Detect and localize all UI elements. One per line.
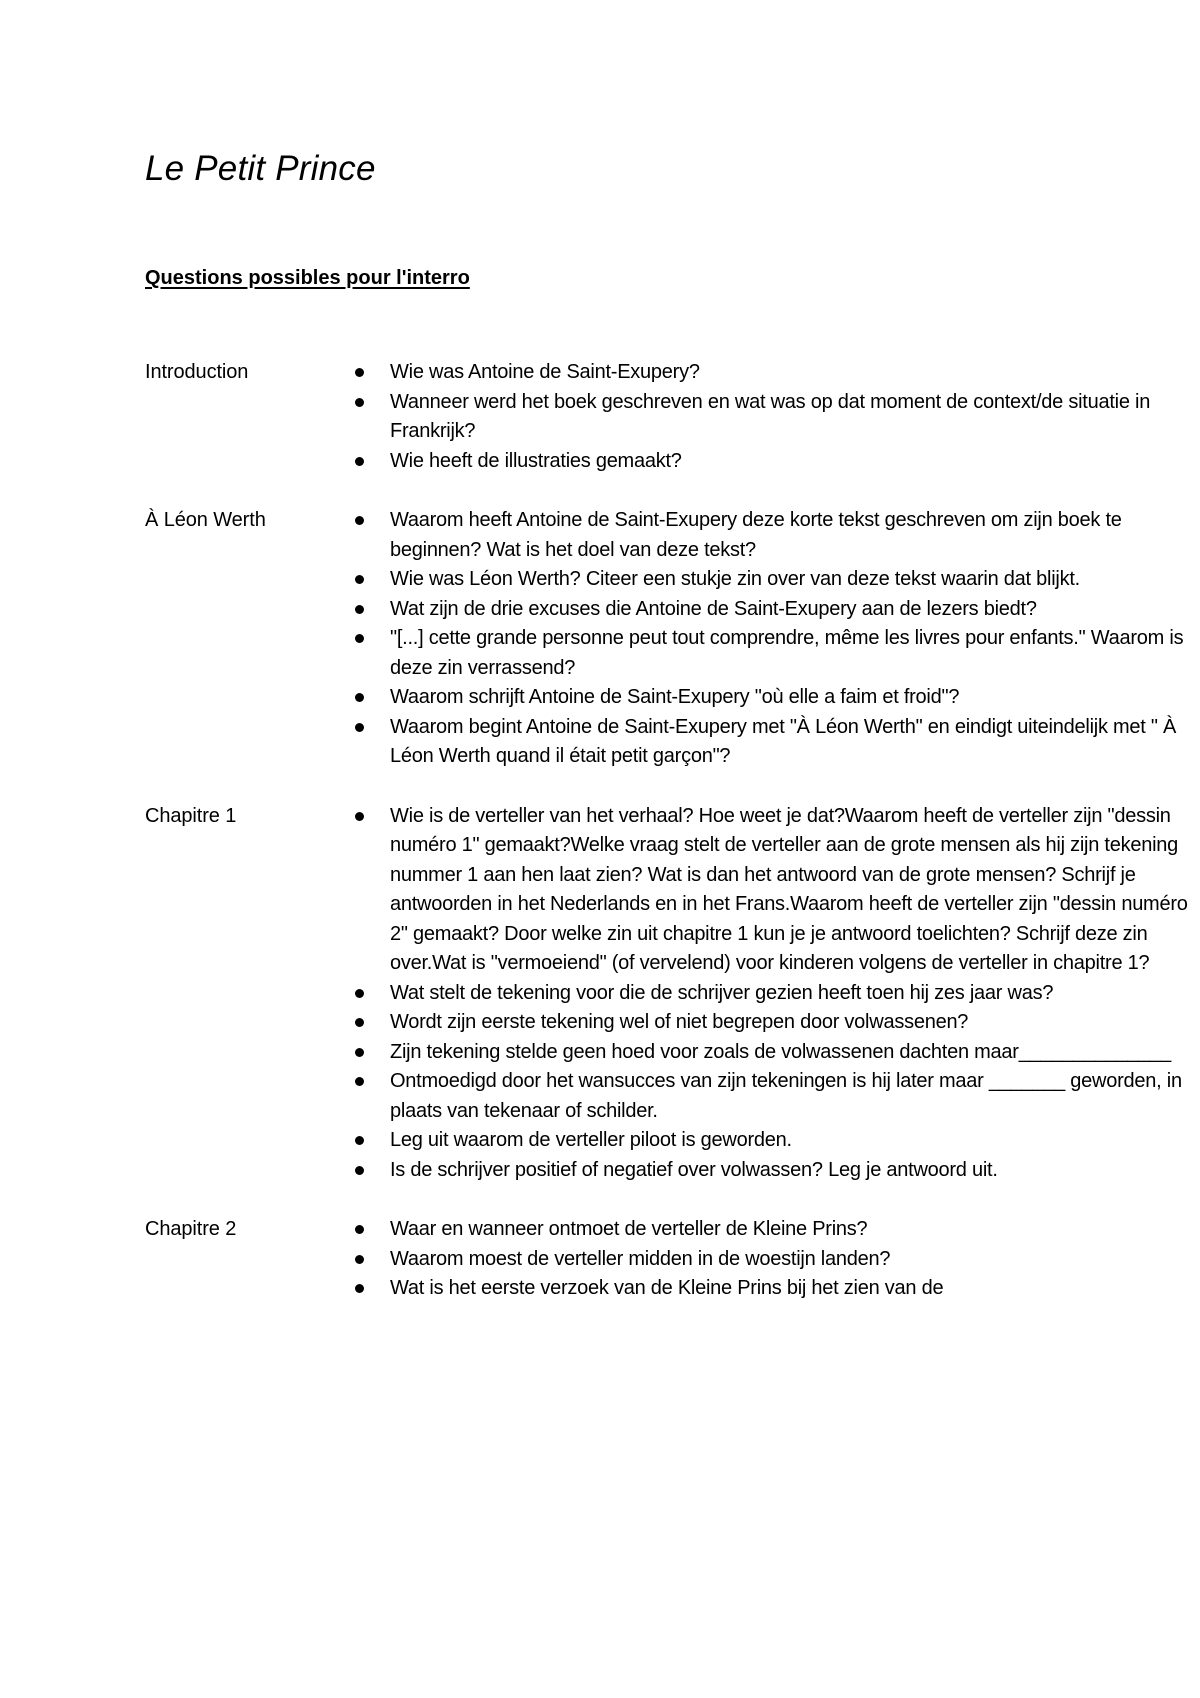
question-list bbox=[390, 802, 1200, 1186]
document-subtitle: Questions possibles pour l'interro bbox=[145, 267, 470, 289]
section-label: Introduction bbox=[145, 361, 249, 383]
question-text: "[...] cette grande personne peut tout comprendre, même les livres pour enfants." Waarom is deze zin verrassend? bbox=[390, 627, 1184, 679]
question-text: Waar en wanneer ontmoet de verteller de Kleine Prins? bbox=[390, 1218, 868, 1240]
question-sections bbox=[145, 358, 1188, 1334]
list-item bbox=[390, 565, 1200, 595]
document-title: Le Petit Prince bbox=[145, 149, 376, 188]
bullet-icon bbox=[355, 723, 364, 732]
question-text: Wie heeft de illustraties gemaakt? bbox=[390, 449, 682, 472]
bullet-icon bbox=[355, 368, 364, 377]
question-text: Ontmoedigd door het wansucces van zijn tekeningen is hij later maar _______ geworden, in plaats van tekenaar of schilder. bbox=[390, 1070, 1182, 1122]
question-text: Waarom begint Antoine de Saint-Exupery met "À Léon Werth" en eindigt uiteindelijk met " À Léon Werth quand il était petit garçon"? bbox=[390, 715, 1177, 767]
question-text: Leg uit waarom de verteller piloot is geworden. bbox=[390, 1129, 792, 1151]
list-item bbox=[390, 447, 1200, 477]
bullet-icon bbox=[355, 575, 364, 584]
question-section bbox=[145, 1215, 1075, 1304]
question-text: Wat zijn de drie excuses die Antoine de Saint-Exupery aan de lezers biedt? bbox=[390, 597, 1037, 620]
list-item bbox=[390, 1067, 1200, 1126]
bullet-icon bbox=[355, 812, 364, 821]
bullet-icon bbox=[355, 634, 364, 643]
bullet-icon bbox=[355, 398, 364, 407]
bullet-icon bbox=[355, 1225, 364, 1234]
bullet-icon bbox=[355, 457, 364, 466]
question-text: Wie is de verteller van het verhaal? Hoe weet je dat?Waarom heeft de verteller zijn "dessin numéro 1" gemaakt?Welke vraag stelt de verteller aan de grote mensen als hij zijn tekening nummer 1 aan hen laat zien? Wat is dan het antwoord van de grote mensen? Schrijf je antwoorden in het Nederlands en in het Frans.Waarom heeft de verteller zijn "dessin numéro 2" gemaakt? Door welke zin uit chapitre 1 kun je je antwoord toelichten? Schrijf deze zin over.Wat is "vermoeiend" (of vervelend) voor kinderen volgens de verteller in chapitre 1? bbox=[390, 804, 1188, 974]
list-item bbox=[390, 1156, 1200, 1186]
bullet-icon bbox=[355, 1136, 364, 1145]
section-label: Chapitre 1 bbox=[145, 804, 237, 827]
question-text: Waarom schrijft Antoine de Saint-Exupery "où elle a faim et froid"? bbox=[390, 686, 960, 708]
bullet-icon bbox=[355, 1284, 364, 1293]
bullet-icon bbox=[355, 1077, 364, 1086]
list-item bbox=[390, 713, 1200, 772]
question-list bbox=[390, 358, 1200, 476]
question-text: Wat is het eerste verzoek van de Kleine Prins bij het zien van de bbox=[390, 1277, 944, 1299]
section-label: Chapitre 2 bbox=[145, 1218, 237, 1240]
bullet-icon bbox=[355, 1018, 364, 1027]
question-section bbox=[145, 358, 1151, 476]
section-label: À Léon Werth bbox=[145, 509, 266, 531]
question-text: Wie was Léon Werth? Citeer een stukje zin over van deze tekst waarin dat blijkt. bbox=[390, 568, 1080, 590]
question-list bbox=[390, 506, 1200, 772]
bullet-icon bbox=[355, 605, 364, 614]
question-list bbox=[390, 1215, 1200, 1304]
list-item bbox=[390, 683, 1200, 713]
bullet-icon bbox=[355, 516, 364, 525]
question-text: Wordt zijn eerste tekening wel of niet begrepen door volwassenen? bbox=[390, 1011, 969, 1033]
question-text: Wie was Antoine de Saint-Exupery? bbox=[390, 361, 700, 383]
list-item bbox=[390, 506, 1200, 565]
bullet-icon bbox=[355, 693, 364, 702]
list-item bbox=[390, 1008, 1200, 1038]
question-text: Waarom moest de verteller midden in de woestijn landen? bbox=[390, 1247, 891, 1270]
list-item bbox=[390, 624, 1200, 683]
bullet-icon bbox=[355, 1166, 364, 1175]
list-item bbox=[390, 388, 1200, 447]
list-item bbox=[390, 802, 1200, 979]
question-text: Is de schrijver positief of negatief over volwassen? Leg je antwoord uit. bbox=[390, 1158, 998, 1181]
list-item bbox=[390, 1038, 1200, 1068]
question-section bbox=[145, 506, 1184, 772]
question-section bbox=[145, 802, 1188, 1186]
list-item bbox=[390, 1274, 1200, 1304]
list-item bbox=[390, 1215, 1200, 1245]
list-item bbox=[390, 1245, 1200, 1275]
list-item bbox=[390, 979, 1200, 1009]
bullet-icon bbox=[355, 989, 364, 998]
list-item bbox=[390, 358, 1200, 388]
question-text: Zijn tekening stelde geen hoed voor zoals de volwassenen dachten maar______________ bbox=[390, 1040, 1171, 1063]
question-text: Wat stelt de tekening voor die de schrijver gezien heeft toen hij zes jaar was? bbox=[390, 981, 1054, 1004]
bullet-icon bbox=[355, 1048, 364, 1057]
question-text: Waarom heeft Antoine de Saint-Exupery deze korte tekst geschreven om zijn boek te beginnen? Wat is het doel van deze tekst? bbox=[390, 509, 1122, 561]
question-text: Wanneer werd het boek geschreven en wat was op dat moment de context/de situatie in Frankrijk? bbox=[390, 390, 1151, 442]
list-item bbox=[390, 1126, 1200, 1156]
list-item bbox=[390, 595, 1200, 625]
bullet-icon bbox=[355, 1255, 364, 1264]
